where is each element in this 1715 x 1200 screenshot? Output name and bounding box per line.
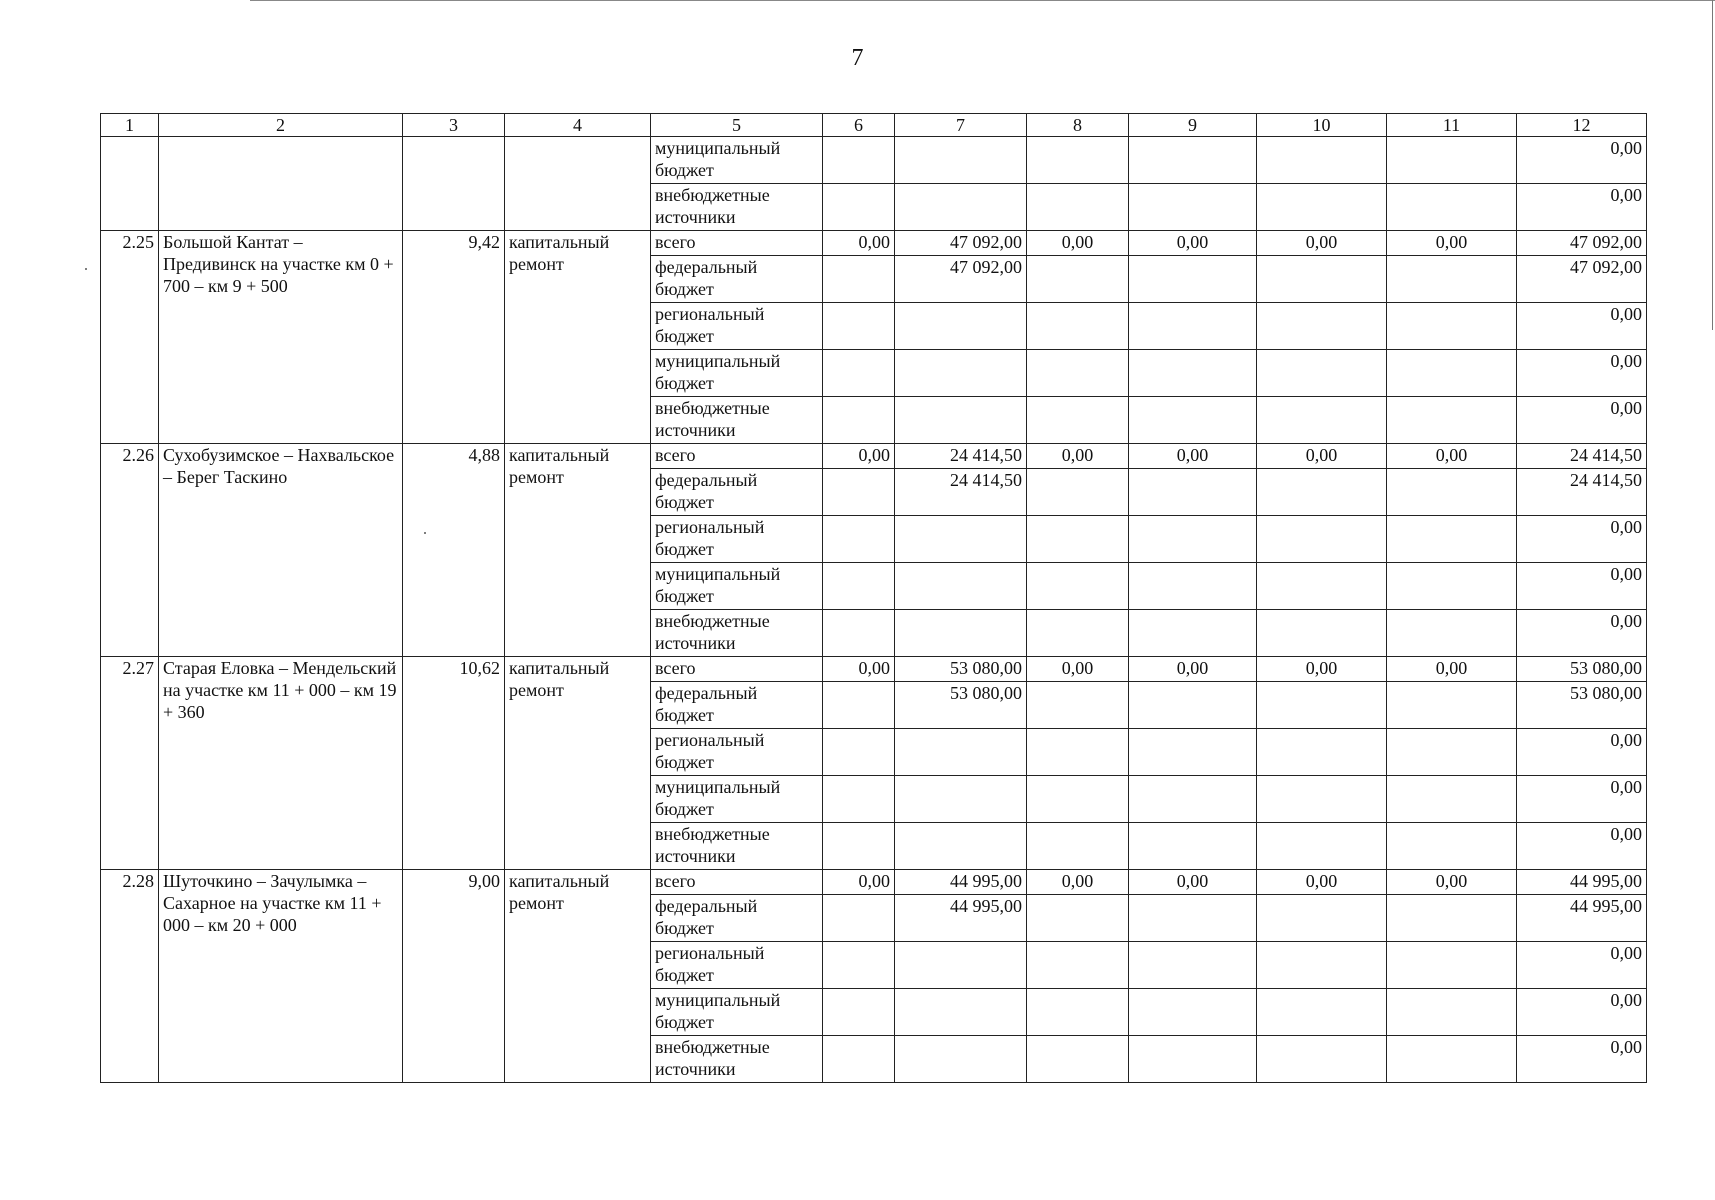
table-row	[101, 137, 1647, 184]
value-col-9: 0,00	[1129, 444, 1257, 469]
header-col-4: 4	[505, 114, 651, 137]
value-col-7: 44 995,00	[895, 870, 1027, 895]
empty-cell	[1027, 469, 1129, 516]
value-col-7: 47 092,00	[895, 231, 1027, 256]
header-col-6: 6	[823, 114, 895, 137]
empty-cell	[1257, 942, 1387, 989]
empty-cell	[823, 563, 895, 610]
work-type: капитальный ремонт	[505, 657, 651, 870]
empty-cell	[1129, 942, 1257, 989]
total-value: 0,00	[1517, 137, 1647, 184]
funding-source: всего	[651, 444, 823, 469]
item-number: 2.28	[101, 870, 159, 1083]
header-col-1: 1	[101, 114, 159, 137]
value-col-10: 0,00	[1257, 870, 1387, 895]
empty-cell	[1129, 256, 1257, 303]
empty-cell	[1257, 895, 1387, 942]
funding-source: муниципальный бюджет	[651, 563, 823, 610]
empty-cell	[1027, 1036, 1129, 1083]
value-col-6: 0,00	[823, 870, 895, 895]
table-row-total	[101, 870, 1647, 895]
value-col-7: 24 414,50	[895, 444, 1027, 469]
value-col-6: 0,00	[823, 444, 895, 469]
empty-cell	[1257, 729, 1387, 776]
empty-cell	[1027, 184, 1129, 231]
empty-cell	[1387, 256, 1517, 303]
page-number: 7	[851, 45, 864, 71]
empty-cell	[895, 184, 1027, 231]
total-value: 0,00	[1517, 776, 1647, 823]
empty-cell	[1257, 1036, 1387, 1083]
empty-cell	[1387, 303, 1517, 350]
header-col-7: 7	[895, 114, 1027, 137]
cont-cell-name	[159, 137, 403, 231]
empty-cell	[1387, 942, 1517, 989]
funding-source: всего	[651, 231, 823, 256]
empty-cell	[1257, 469, 1387, 516]
empty-cell	[1129, 895, 1257, 942]
empty-cell	[895, 729, 1027, 776]
empty-cell	[823, 137, 895, 184]
funding-source: муниципальный бюджет	[651, 137, 823, 184]
funding-source: внебюджетные источники	[651, 823, 823, 870]
value-col-7: 44 995,00	[895, 895, 1027, 942]
empty-cell	[1027, 682, 1129, 729]
empty-cell	[1129, 989, 1257, 1036]
value-col-8: 0,00	[1027, 231, 1129, 256]
empty-cell	[1129, 610, 1257, 657]
funding-source: региональный бюджет	[651, 516, 823, 563]
funding-source: муниципальный бюджет	[651, 350, 823, 397]
header-col-12: 12	[1517, 114, 1647, 137]
total-value: 47 092,00	[1517, 231, 1647, 256]
empty-cell	[1387, 469, 1517, 516]
empty-cell	[823, 469, 895, 516]
value-col-8: 0,00	[1027, 657, 1129, 682]
empty-cell	[895, 350, 1027, 397]
value-col-6: 0,00	[823, 657, 895, 682]
empty-cell	[1257, 989, 1387, 1036]
empty-cell	[895, 776, 1027, 823]
road-length: 10,62	[403, 657, 505, 870]
empty-cell	[1387, 516, 1517, 563]
empty-cell	[1129, 682, 1257, 729]
empty-cell	[895, 942, 1027, 989]
funding-source: федеральный бюджет	[651, 895, 823, 942]
empty-cell	[823, 397, 895, 444]
value-col-7: 47 092,00	[895, 256, 1027, 303]
work-type: капитальный ремонт	[505, 231, 651, 444]
empty-cell	[1129, 776, 1257, 823]
table-row-total	[101, 657, 1647, 682]
value-col-6: 0,00	[823, 231, 895, 256]
total-value: 0,00	[1517, 1036, 1647, 1083]
road-name: Старая Еловка – Мендельский на участке км 11 + 000 – км 19 + 360	[159, 657, 403, 870]
header-col-9: 9	[1129, 114, 1257, 137]
funding-source: федеральный бюджет	[651, 682, 823, 729]
value-col-9: 0,00	[1129, 657, 1257, 682]
total-value: 0,00	[1517, 729, 1647, 776]
empty-cell	[1257, 563, 1387, 610]
funding-source: внебюджетные источники	[651, 1036, 823, 1083]
empty-cell	[1257, 776, 1387, 823]
empty-cell	[895, 1036, 1027, 1083]
total-value: 53 080,00	[1517, 657, 1647, 682]
header-col-2: 2	[159, 114, 403, 137]
empty-cell	[1387, 350, 1517, 397]
empty-cell	[895, 137, 1027, 184]
empty-cell	[895, 563, 1027, 610]
work-type: капитальный ремонт	[505, 444, 651, 657]
header-col-11: 11	[1387, 114, 1517, 137]
value-col-10: 0,00	[1257, 444, 1387, 469]
empty-cell	[823, 776, 895, 823]
funding-source: внебюджетные источники	[651, 610, 823, 657]
empty-cell	[1027, 350, 1129, 397]
funding-source: региональный бюджет	[651, 942, 823, 989]
empty-cell	[1257, 303, 1387, 350]
value-col-9: 0,00	[1129, 231, 1257, 256]
item-number: 2.25	[101, 231, 159, 444]
value-col-9: 0,00	[1129, 870, 1257, 895]
empty-cell	[1387, 184, 1517, 231]
funding-source: муниципальный бюджет	[651, 989, 823, 1036]
empty-cell	[823, 516, 895, 563]
empty-cell	[1387, 610, 1517, 657]
empty-cell	[1257, 516, 1387, 563]
header-col-10: 10	[1257, 114, 1387, 137]
empty-cell	[1027, 729, 1129, 776]
table-row-total	[101, 231, 1647, 256]
empty-cell	[1129, 1036, 1257, 1083]
empty-cell	[1387, 989, 1517, 1036]
total-value: 0,00	[1517, 610, 1647, 657]
work-type: капитальный ремонт	[505, 870, 651, 1083]
empty-cell	[823, 682, 895, 729]
empty-cell	[1129, 350, 1257, 397]
total-value: 0,00	[1517, 516, 1647, 563]
funding-source: внебюджетные источники	[651, 184, 823, 231]
cont-cell-no	[101, 137, 159, 231]
scan-top-border	[250, 0, 1715, 1]
scan-speck	[85, 268, 87, 270]
road-length: 9,42	[403, 231, 505, 444]
total-value: 44 995,00	[1517, 895, 1647, 942]
empty-cell	[1387, 682, 1517, 729]
road-name: Шуточкино – Зачулымка – Сахарное на участке км 11 + 000 – км 20 + 000	[159, 870, 403, 1083]
value-col-10: 0,00	[1257, 657, 1387, 682]
value-col-7: 24 414,50	[895, 469, 1027, 516]
empty-cell	[1129, 303, 1257, 350]
total-value: 47 092,00	[1517, 256, 1647, 303]
empty-cell	[1129, 184, 1257, 231]
empty-cell	[895, 610, 1027, 657]
empty-cell	[1387, 137, 1517, 184]
item-number: 2.27	[101, 657, 159, 870]
empty-cell	[823, 350, 895, 397]
total-value: 0,00	[1517, 350, 1647, 397]
total-value: 0,00	[1517, 184, 1647, 231]
value-col-11: 0,00	[1387, 231, 1517, 256]
empty-cell	[1129, 729, 1257, 776]
cont-cell-length	[403, 137, 505, 231]
empty-cell	[895, 397, 1027, 444]
empty-cell	[1027, 989, 1129, 1036]
empty-cell	[1257, 397, 1387, 444]
empty-cell	[823, 256, 895, 303]
empty-cell	[1027, 256, 1129, 303]
total-value: 0,00	[1517, 563, 1647, 610]
header-col-8: 8	[1027, 114, 1129, 137]
value-col-8: 0,00	[1027, 870, 1129, 895]
value-col-8: 0,00	[1027, 444, 1129, 469]
funding-source: региональный бюджет	[651, 303, 823, 350]
empty-cell	[1387, 563, 1517, 610]
empty-cell	[1027, 895, 1129, 942]
empty-cell	[1257, 682, 1387, 729]
empty-cell	[823, 303, 895, 350]
empty-cell	[1387, 776, 1517, 823]
empty-cell	[1129, 469, 1257, 516]
empty-cell	[1027, 516, 1129, 563]
cont-cell-work-type	[505, 137, 651, 231]
total-value: 0,00	[1517, 397, 1647, 444]
empty-cell	[1387, 1036, 1517, 1083]
empty-cell	[895, 989, 1027, 1036]
total-value: 44 995,00	[1517, 870, 1647, 895]
empty-cell	[1129, 563, 1257, 610]
total-value: 0,00	[1517, 823, 1647, 870]
empty-cell	[1129, 397, 1257, 444]
empty-cell	[1027, 303, 1129, 350]
empty-cell	[1257, 610, 1387, 657]
empty-cell	[1027, 397, 1129, 444]
empty-cell	[823, 1036, 895, 1083]
empty-cell	[823, 942, 895, 989]
funding-source: всего	[651, 657, 823, 682]
empty-cell	[823, 729, 895, 776]
value-col-11: 0,00	[1387, 444, 1517, 469]
empty-cell	[1257, 184, 1387, 231]
empty-cell	[823, 823, 895, 870]
total-value: 24 414,50	[1517, 444, 1647, 469]
empty-cell	[895, 516, 1027, 563]
road-name: Большой Кантат – Предивинск на участке км 0 + 700 – км 9 + 500	[159, 231, 403, 444]
empty-cell	[1257, 137, 1387, 184]
funding-source: всего	[651, 870, 823, 895]
total-value: 24 414,50	[1517, 469, 1647, 516]
funding-source: муниципальный бюджет	[651, 776, 823, 823]
empty-cell	[1257, 256, 1387, 303]
empty-cell	[895, 823, 1027, 870]
road-name: Сухобузимское – Нахвальское – Берег Таскино	[159, 444, 403, 657]
value-col-7: 53 080,00	[895, 657, 1027, 682]
header-row	[101, 114, 1647, 137]
empty-cell	[1027, 563, 1129, 610]
value-col-10: 0,00	[1257, 231, 1387, 256]
funding-source: внебюджетные источники	[651, 397, 823, 444]
funding-source: федеральный бюджет	[651, 256, 823, 303]
empty-cell	[1129, 516, 1257, 563]
empty-cell	[1129, 137, 1257, 184]
empty-cell	[823, 184, 895, 231]
empty-cell	[823, 989, 895, 1036]
empty-cell	[823, 895, 895, 942]
road-length: 9,00	[403, 870, 505, 1083]
value-col-11: 0,00	[1387, 870, 1517, 895]
empty-cell	[1257, 823, 1387, 870]
road-length: 4,88	[403, 444, 505, 657]
empty-cell	[1027, 942, 1129, 989]
empty-cell	[1387, 823, 1517, 870]
value-col-11: 0,00	[1387, 657, 1517, 682]
total-value: 53 080,00	[1517, 682, 1647, 729]
header-col-3: 3	[403, 114, 505, 137]
funding-source: федеральный бюджет	[651, 469, 823, 516]
empty-cell	[1027, 823, 1129, 870]
empty-cell	[1027, 610, 1129, 657]
empty-cell	[1027, 137, 1129, 184]
total-value: 0,00	[1517, 303, 1647, 350]
funding-source: региональный бюджет	[651, 729, 823, 776]
empty-cell	[895, 303, 1027, 350]
empty-cell	[1129, 823, 1257, 870]
header-col-5: 5	[651, 114, 823, 137]
empty-cell	[1387, 729, 1517, 776]
value-col-7: 53 080,00	[895, 682, 1027, 729]
total-value: 0,00	[1517, 942, 1647, 989]
empty-cell	[1387, 895, 1517, 942]
empty-cell	[823, 610, 895, 657]
empty-cell	[1027, 776, 1129, 823]
table-row-total	[101, 444, 1647, 469]
total-value: 0,00	[1517, 989, 1647, 1036]
empty-cell	[1257, 350, 1387, 397]
item-number: 2.26	[101, 444, 159, 657]
empty-cell	[1387, 397, 1517, 444]
budget-table	[100, 113, 1647, 1083]
